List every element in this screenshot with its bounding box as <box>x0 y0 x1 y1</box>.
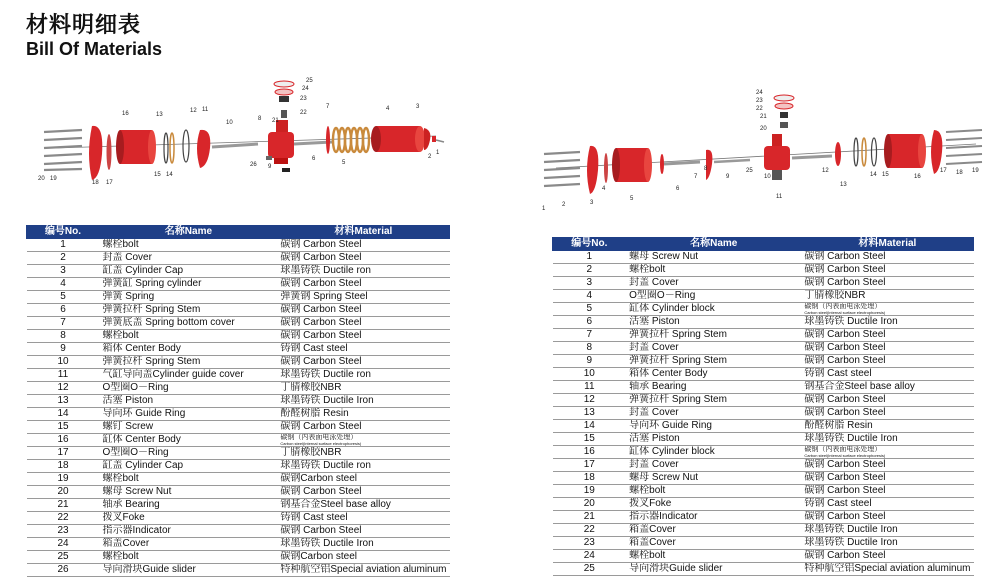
table-row <box>27 239 450 252</box>
part-material: 碳钢 Carbon Steel <box>801 342 973 355</box>
piston-part <box>197 130 210 168</box>
svg-text:19: 19 <box>50 176 57 182</box>
svg-text:4: 4 <box>602 186 606 192</box>
row-number: 16 <box>27 434 100 447</box>
part-name: 导向滑块Guide slider <box>100 564 278 577</box>
svg-text:19: 19 <box>972 168 979 174</box>
page-title-en: Bill Of Materials <box>26 39 163 59</box>
part-material: 碳钢 Carbon Steel <box>801 329 973 342</box>
svg-text:2: 2 <box>428 154 432 160</box>
part-material: 碳钢 Carbon Steel <box>801 459 973 472</box>
table-row <box>553 446 974 459</box>
row-number: 8 <box>27 330 100 343</box>
part-name: 指示器Indicator <box>626 511 801 524</box>
part-material: 碳钢 Carbon Steel <box>801 277 973 290</box>
row-number: 7 <box>27 317 100 330</box>
table-header-row <box>27 226 450 239</box>
table-row <box>553 342 974 355</box>
row-number: 22 <box>27 512 100 525</box>
part-name: O型圈O－Ring <box>100 447 278 460</box>
right-bom-table <box>552 237 974 576</box>
part-material <box>277 434 449 447</box>
row-number: 1 <box>27 239 100 252</box>
table-row <box>27 382 450 395</box>
row-number: 21 <box>553 511 627 524</box>
material-sub: Carbon steel(internal surface electrophoresis) <box>804 453 886 458</box>
part-material: 碳钢 Carbon Steel <box>277 486 449 499</box>
part-name: 螺母 Screw Nut <box>626 251 801 264</box>
table-row <box>553 264 974 277</box>
part-name: 箱盖Cover <box>100 538 278 551</box>
part-name: 弹簧底盖 Spring bottom cover <box>100 317 278 330</box>
table-row <box>553 472 974 485</box>
svg-text:17: 17 <box>940 168 947 174</box>
table-row <box>27 551 450 564</box>
material-sub: Carbon steel(internal surface electrophoresis) <box>280 441 362 446</box>
part-name: 螺栓bolt <box>100 473 278 486</box>
part-name: 拨叉Foke <box>100 512 278 525</box>
part-name: 弹簧拉杆 Spring Stem <box>626 355 801 368</box>
part-material: 酚醛树脂 Resin <box>277 408 449 421</box>
svg-text:10: 10 <box>226 120 233 126</box>
svg-text:18: 18 <box>92 180 99 186</box>
page-title-cn: 材料明细表 <box>26 12 142 37</box>
part-material: 球墨铸铁 Ductile Iron <box>277 395 449 408</box>
table-row <box>27 434 450 447</box>
part-name: 螺母 Screw Nut <box>100 486 278 499</box>
left-bom-table <box>26 225 450 577</box>
table-row <box>27 265 450 278</box>
row-number: 5 <box>27 291 100 304</box>
part-name: O型圈O－Ring <box>626 290 801 303</box>
row-number: 15 <box>27 421 100 434</box>
bolts-19-20 <box>44 130 82 170</box>
row-number: 24 <box>27 538 100 551</box>
part-material: 碳钢 Carbon Steel <box>801 251 973 264</box>
bolts-1-2 <box>544 152 580 186</box>
row-number: 26 <box>27 564 100 577</box>
part-name: 指示器Indicator <box>100 525 278 538</box>
material-main: 碳钢（内表面电泳处理） <box>280 434 358 441</box>
row-number: 13 <box>27 395 100 408</box>
svg-text:16: 16 <box>914 174 921 180</box>
svg-text:6: 6 <box>676 186 680 192</box>
table-row <box>27 512 450 525</box>
part-name: 活塞 Piston <box>626 433 801 446</box>
row-number: 6 <box>27 304 100 317</box>
table-row <box>27 343 450 356</box>
table-row <box>553 277 974 290</box>
svg-text:11: 11 <box>776 194 783 200</box>
svg-text:1: 1 <box>436 150 440 156</box>
table-row <box>553 511 974 524</box>
svg-text:9: 9 <box>726 174 730 180</box>
part-name: 封盖 Cover <box>626 459 801 472</box>
part-material <box>801 446 973 459</box>
svg-text:20: 20 <box>38 176 45 182</box>
table-row <box>27 395 450 408</box>
part-material: 钢基合金Steel base alloy <box>277 499 449 512</box>
center-body-9-part <box>268 132 294 158</box>
row-number: 18 <box>27 460 100 473</box>
svg-text:1: 1 <box>542 206 546 212</box>
table-row <box>27 252 450 265</box>
row-number: 9 <box>553 355 627 368</box>
svg-text:7: 7 <box>694 174 698 180</box>
row-number: 12 <box>553 394 627 407</box>
part-name: 活塞 Piston <box>100 395 278 408</box>
part-material: 碳钢 Carbon Steel <box>801 407 973 420</box>
part-name: 缸体 Center Body <box>100 434 278 447</box>
table-row <box>553 459 974 472</box>
svg-text:23: 23 <box>300 96 307 102</box>
part-material: 碳钢 Carbon Steel <box>277 356 449 369</box>
part-name: 螺栓bolt <box>100 239 278 252</box>
part-material: 碳钢 Carbon Steel <box>801 264 973 277</box>
col-material-header: 材料Material <box>801 238 973 251</box>
table-row <box>27 304 450 317</box>
table-row <box>27 486 450 499</box>
table-row <box>553 290 974 303</box>
row-number: 17 <box>27 447 100 460</box>
svg-text:3: 3 <box>590 200 594 206</box>
part-name: 螺栓bolt <box>626 485 801 498</box>
svg-text:17: 17 <box>106 180 113 186</box>
svg-text:26: 26 <box>250 162 257 168</box>
svg-text:14: 14 <box>166 172 173 178</box>
part-name: 弹簧拉杆 Spring Stem <box>100 304 278 317</box>
part-name: 拨叉Foke <box>626 498 801 511</box>
part-material: 弹簧钢 Spring Steel <box>277 291 449 304</box>
svg-text:7: 7 <box>326 104 330 110</box>
material-main: 碳钢（内表面电泳处理） <box>804 303 882 310</box>
table-row <box>27 460 450 473</box>
part-name: 箱体 Center Body <box>100 343 278 356</box>
col-name-header: 名称Name <box>100 226 278 239</box>
part-material: 球墨铸铁 Ductile Iron <box>801 524 973 537</box>
table-row <box>27 356 450 369</box>
part-material: 碳钢 Carbon Steel <box>277 330 449 343</box>
row-number: 4 <box>27 278 100 291</box>
part-material: 球墨铸铁 Ductile Iron <box>801 316 973 329</box>
svg-text:14: 14 <box>870 172 877 178</box>
row-number: 9 <box>27 343 100 356</box>
part-material: 碳钢 Carbon Steel <box>277 304 449 317</box>
part-material: 碳钢Carbon steel <box>277 551 449 564</box>
part-material: 碳钢 Carbon Steel <box>277 317 449 330</box>
table-row <box>553 433 974 446</box>
svg-text:4: 4 <box>386 106 390 112</box>
svg-text:20: 20 <box>760 126 767 132</box>
part-name: 封盖 Cover <box>100 252 278 265</box>
svg-text:25: 25 <box>746 168 753 174</box>
part-material: 丁腈橡胶NBR <box>801 290 973 303</box>
svg-text:18: 18 <box>956 170 963 176</box>
table-row <box>27 499 450 512</box>
table-row <box>27 408 450 421</box>
svg-text:9: 9 <box>268 164 272 170</box>
svg-text:16: 16 <box>122 111 129 117</box>
col-no-header: 编号No. <box>27 226 100 239</box>
row-number: 4 <box>553 290 627 303</box>
part-material: 铸钢 Cast steel <box>277 512 449 525</box>
table-row <box>27 421 450 434</box>
row-number: 6 <box>553 316 627 329</box>
svg-text:24: 24 <box>302 86 309 92</box>
table-row <box>553 381 974 394</box>
svg-text:15: 15 <box>882 172 889 178</box>
table-row <box>553 251 974 264</box>
part-material: 铸钢 Cast steel <box>801 498 973 511</box>
part-material: 碳钢 Carbon Steel <box>801 550 973 563</box>
table-row <box>27 538 450 551</box>
part-name: 导向环 Guide Ring <box>626 420 801 433</box>
part-material: 球墨铸铁 Ductile Iron <box>277 538 449 551</box>
svg-text:22: 22 <box>300 110 307 116</box>
row-number: 10 <box>27 356 100 369</box>
part-material: 球墨铸铁 Ductile Iron <box>801 537 973 550</box>
part-material: 球墨铸铁 Ductile Iron <box>801 433 973 446</box>
col-name-header: 名称Name <box>626 238 801 251</box>
part-material: 丁腈橡胶NBR <box>277 447 449 460</box>
part-name: 弹簧拉杆 Spring Stem <box>100 356 278 369</box>
row-number: 23 <box>553 537 627 550</box>
svg-text:13: 13 <box>840 182 847 188</box>
part-name: 轴承 Bearing <box>626 381 801 394</box>
svg-text:3: 3 <box>416 104 420 110</box>
row-number: 5 <box>553 303 627 316</box>
part-name: 箱盖Cover <box>626 537 801 550</box>
svg-text:25: 25 <box>306 78 313 84</box>
part-material: 碳钢 Carbon Steel <box>801 394 973 407</box>
table-row <box>27 369 450 382</box>
svg-text:2: 2 <box>562 202 566 208</box>
part-material: 碳钢 Carbon Steel <box>277 278 449 291</box>
part-name: 缸盖 Cylinder Cap <box>100 460 278 473</box>
part-name: 导向滑块Guide slider <box>626 563 801 576</box>
svg-text:21: 21 <box>760 114 767 120</box>
svg-text:24: 24 <box>756 90 763 96</box>
svg-text:21: 21 <box>272 118 279 124</box>
spring-5-part <box>333 128 369 152</box>
table-row <box>27 291 450 304</box>
part-material: 球墨铸铁 Ductile ron <box>277 460 449 473</box>
row-number: 18 <box>553 472 627 485</box>
row-number: 19 <box>27 473 100 486</box>
row-number: 14 <box>553 420 627 433</box>
part-name: 弹簧 Spring <box>100 291 278 304</box>
part-material: 铸钢 Cast steel <box>277 343 449 356</box>
part-material: 碳钢 Carbon Steel <box>801 472 973 485</box>
part-name: 活塞 Piston <box>626 316 801 329</box>
row-number: 17 <box>553 459 627 472</box>
part-material: 碳钢 Carbon Steel <box>801 511 973 524</box>
row-number: 19 <box>553 485 627 498</box>
part-material: 酚醛树脂 Resin <box>801 420 973 433</box>
svg-text:13: 13 <box>156 112 163 118</box>
row-number: 25 <box>553 563 627 576</box>
o-ring-17-part <box>107 134 112 170</box>
part-material: 球墨铸铁 Ductile ron <box>277 265 449 278</box>
row-number: 3 <box>553 277 627 290</box>
part-name: 螺栓bolt <box>100 551 278 564</box>
part-material: 碳钢 Carbon Steel <box>277 525 449 538</box>
row-number: 2 <box>27 252 100 265</box>
table-row <box>553 303 974 316</box>
part-name: 弹簧缸 Spring cylinder <box>100 278 278 291</box>
row-number: 25 <box>27 551 100 564</box>
table-row <box>553 563 974 576</box>
table-row <box>27 525 450 538</box>
part-material: 碳钢 Carbon Steel <box>277 421 449 434</box>
part-material: 铸钢 Cast steel <box>801 368 973 381</box>
table-row <box>553 316 974 329</box>
part-material: 球墨铸铁 Ductile ron <box>277 369 449 382</box>
table-row <box>553 550 974 563</box>
table-row <box>553 355 974 368</box>
row-number: 1 <box>553 251 627 264</box>
row-number: 11 <box>27 369 100 382</box>
table-row <box>553 394 974 407</box>
part-name: 箱体 Center Body <box>626 368 801 381</box>
table-header-row <box>553 238 974 251</box>
svg-text:11: 11 <box>202 107 209 113</box>
part-name: 气缸导向盖Cylinder guide cover <box>100 369 278 382</box>
table-row <box>27 447 450 460</box>
part-material: 丁腈橡胶NBR <box>277 382 449 395</box>
row-number: 12 <box>27 382 100 395</box>
part-material: 碳钢 Carbon Steel <box>277 239 449 252</box>
part-name: 缸体 Cylinder block <box>626 303 801 316</box>
row-number: 23 <box>27 525 100 538</box>
part-name: O型圈O－Ring <box>100 382 278 395</box>
part-material: 碳钢 Carbon Steel <box>277 252 449 265</box>
svg-text:15: 15 <box>154 172 161 178</box>
row-number: 8 <box>553 342 627 355</box>
part-material <box>801 303 973 316</box>
row-number: 14 <box>27 408 100 421</box>
svg-text:12: 12 <box>190 108 197 114</box>
row-number: 7 <box>553 329 627 342</box>
part-material: 碳钢 Carbon Steel <box>801 485 973 498</box>
part-material: 钢基合金Steel base alloy <box>801 381 973 394</box>
table-row <box>27 278 450 291</box>
row-number: 16 <box>553 446 627 459</box>
row-number: 22 <box>553 524 627 537</box>
part-material: 特种航空铝Special aviation aluminum <box>277 564 449 577</box>
svg-text:8: 8 <box>704 166 708 172</box>
row-number: 2 <box>553 264 627 277</box>
part-material: 特种航空铝Special aviation aluminum <box>801 563 973 576</box>
row-number: 15 <box>553 433 627 446</box>
part-name: 缸体 Cylinder block <box>626 446 801 459</box>
row-number: 11 <box>553 381 627 394</box>
material-sub: Carbon steel(internal surface electrophoresis) <box>804 310 886 315</box>
svg-text:22: 22 <box>756 106 763 112</box>
col-material-header: 材料Material <box>277 226 449 239</box>
cylinder-16-part <box>120 130 152 164</box>
table-row <box>553 329 974 342</box>
table-row <box>553 407 974 420</box>
cylinder-cap-18-part <box>89 126 102 180</box>
part-name: 螺母 Screw Nut <box>626 472 801 485</box>
table-row <box>553 498 974 511</box>
row-number: 10 <box>553 368 627 381</box>
part-name: 螺钉 Screw <box>100 421 278 434</box>
part-name: 导向环 Guide Ring <box>100 408 278 421</box>
part-name: 弹簧拉杆 Spring Stem <box>626 329 801 342</box>
material-main: 碳钢（内表面电泳处理） <box>804 446 882 453</box>
part-name: 轴承 Bearing <box>100 499 278 512</box>
spring-cylinder-4-part <box>376 126 420 152</box>
part-name: 封盖 Cover <box>626 277 801 290</box>
svg-text:23: 23 <box>756 98 763 104</box>
table-row <box>553 537 974 550</box>
col-no-header: 编号No. <box>553 238 627 251</box>
table-row <box>553 420 974 433</box>
row-number: 20 <box>553 498 627 511</box>
table-row <box>27 317 450 330</box>
table-row <box>553 368 974 381</box>
table-row <box>27 564 450 577</box>
part-name: 箱盖Cover <box>626 524 801 537</box>
row-number: 13 <box>553 407 627 420</box>
svg-text:6: 6 <box>312 156 316 162</box>
part-name: 封盖 Cover <box>626 342 801 355</box>
row-number: 24 <box>553 550 627 563</box>
table-row <box>553 524 974 537</box>
right-exploded-diagram <box>536 86 988 214</box>
row-number: 21 <box>27 499 100 512</box>
part-name: 螺栓bolt <box>626 264 801 277</box>
row-number: 20 <box>27 486 100 499</box>
part-name: 螺栓bolt <box>100 330 278 343</box>
part-material: 碳钢Carbon steel <box>277 473 449 486</box>
svg-text:8: 8 <box>258 116 262 122</box>
table-row <box>553 485 974 498</box>
svg-text:5: 5 <box>630 196 634 202</box>
svg-text:12: 12 <box>822 168 829 174</box>
part-name: 封盖 Cover <box>626 407 801 420</box>
part-name: 弹簧拉杆 Spring Stem <box>626 394 801 407</box>
part-name: 缸盖 Cylinder Cap <box>100 265 278 278</box>
svg-text:5: 5 <box>342 160 346 166</box>
left-exploded-diagram <box>36 70 446 190</box>
part-name: 螺栓bolt <box>626 550 801 563</box>
table-row <box>27 330 450 343</box>
part-material: 碳钢 Carbon Steel <box>801 355 973 368</box>
table-row <box>27 473 450 486</box>
svg-text:10: 10 <box>764 174 771 180</box>
row-number: 3 <box>27 265 100 278</box>
